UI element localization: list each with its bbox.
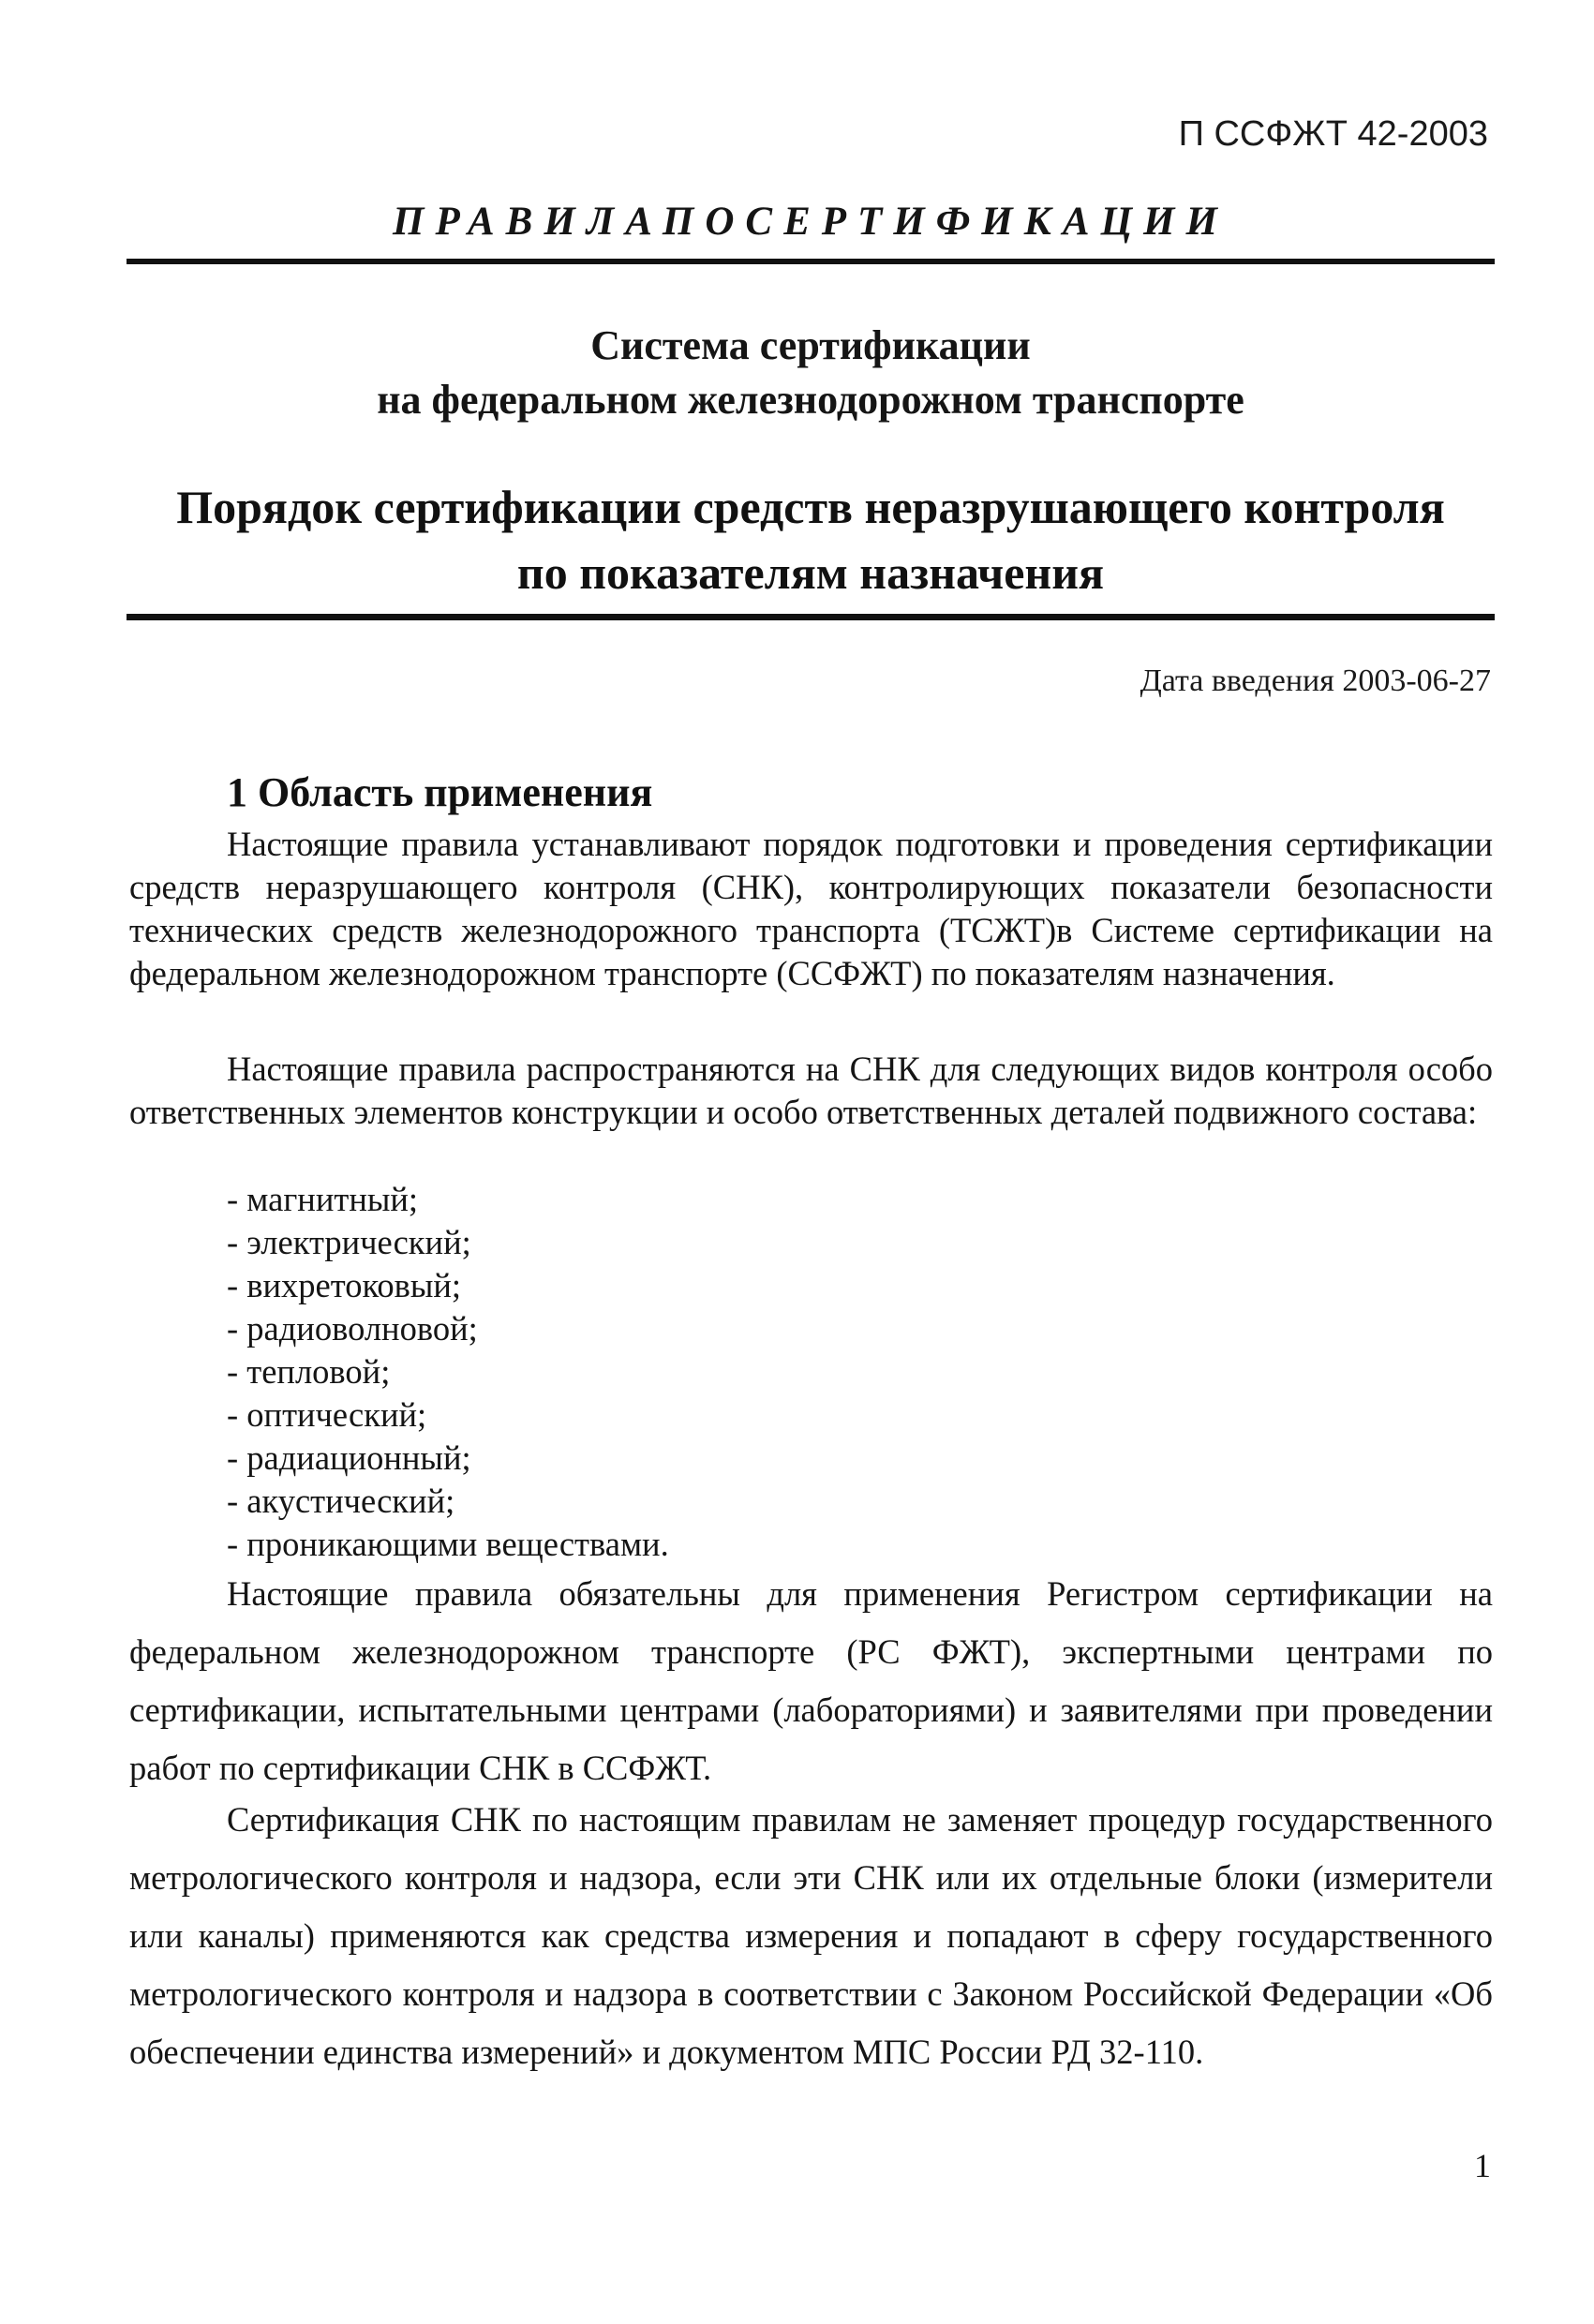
list-item: - акустический;	[227, 1482, 455, 1520]
top-rule	[127, 259, 1495, 264]
list-item: - магнитный;	[227, 1180, 419, 1218]
document-code: П ССФЖТ 42-2003	[1178, 114, 1488, 154]
list-item: - электрический;	[227, 1223, 471, 1261]
list-item: - тепловой;	[227, 1352, 391, 1391]
list-item: - радиационный;	[227, 1438, 471, 1477]
system-title-line-2: на федеральном железнодорожном транспорте	[377, 377, 1244, 423]
section-heading: 1 Область применения	[227, 769, 653, 815]
paragraph-1: Настоящие правила устанавливают порядок подготовки и проведения сертификации средств неразрушающего контроля (СНК), контролирующих показатели безопасности технических средств железнодорожного транспорта (ТСЖТ)в Системе сертификации на федеральном железнодорожном транспорте (ССФЖТ) по показателям назначения.	[129, 825, 1493, 992]
control-types-list	[227, 1178, 669, 1566]
system-title-line-1: Система сертификации	[590, 322, 1031, 368]
list-item: - оптический;	[227, 1395, 427, 1434]
introduction-date: Дата введения 2003-06-27	[1140, 663, 1491, 698]
main-title-line-2: по показателям назначения	[516, 546, 1105, 599]
paragraph-3: Настоящие правила обязательны для применения Регистром сертификации на федеральном железнодорожном транспорте (РС ФЖТ), экспертными центрами по сертификации, испытательными центрами (лабораториями) и заявителями при проведении работ по сертификации СНК в ССФЖТ.	[129, 1574, 1493, 1787]
paragraph-4: Сертификация СНК по настоящим правилам не заменяет процедур государственного метрологического контроля и надзора, если эти СНК или их отдельные блоки (измерители или каналы) применяются как средства измерения и попадают в сферу государственного метрологического контроля и надзора в соответствии с Законом Российской Федерации «Об обеспечении единства измерений» и документом МПС России РД 32-110.	[129, 1800, 1493, 2071]
main-title	[127, 474, 1495, 605]
list-item: - проникающими веществами.	[227, 1525, 669, 1563]
paragraph-2: Настоящие правила распространяются на СНК для следующих видов контроля особо ответственных элементов конструкции и особо ответственных деталей подвижного состава:	[129, 1050, 1493, 1131]
document-type-heading: ПРАВИЛАПОСЕРТИФИКАЦИИ	[393, 200, 1229, 244]
bottom-rule	[127, 614, 1495, 620]
list-item: - радиоволновой;	[227, 1309, 478, 1348]
list-item: - вихретоковый;	[227, 1266, 462, 1304]
page-number: 1	[1474, 2147, 1491, 2184]
system-title	[127, 319, 1495, 427]
main-title-line-1: Порядок сертификации средств неразрушающего контроля	[176, 481, 1445, 533]
